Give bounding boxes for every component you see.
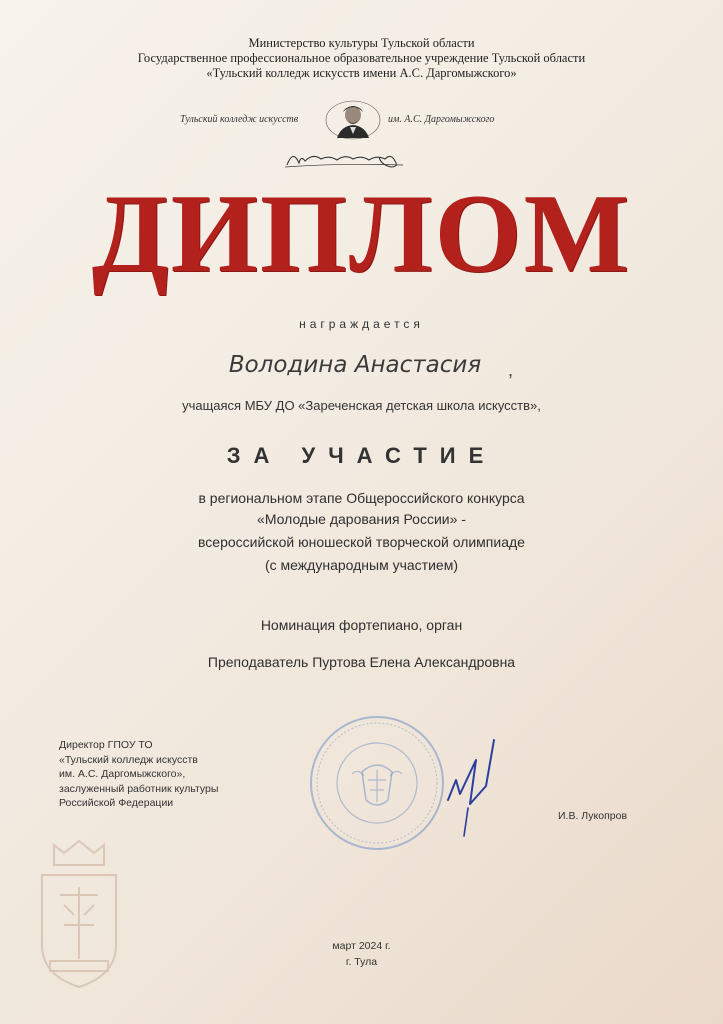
director-line-2: «Тульский колледж искусств — [59, 753, 198, 766]
director-line-3: им. А.С. Даргомыжского», — [59, 768, 186, 780]
recipient-comma: , — [508, 360, 514, 380]
description-line-2: «Молодые дарования России» - — [257, 511, 466, 527]
director-line-1: Директор ГПОУ ТО — [59, 739, 153, 751]
director-block — [59, 738, 269, 811]
dargomyzhsky-signature-logo — [283, 145, 408, 171]
recipient-name: Володина Анастасия — [228, 352, 482, 378]
issue-city: г. Тула — [345, 956, 378, 968]
portrait-icon — [325, 100, 381, 140]
awarded-label: награждается — [299, 317, 424, 331]
participation-heading: ЗА УЧАСТИЕ — [226, 443, 497, 468]
director-line-5: Российской Федерации — [59, 797, 174, 809]
description-line-1: в региональном этапе Общероссийского конкурса — [198, 490, 525, 506]
emblem-left-script: Тульский колледж искусств — [180, 114, 299, 125]
college-emblem — [0, 100, 723, 140]
issue-date: март 2024 г. — [332, 940, 391, 952]
emblem-right-script: им. А.С. Даргомыжского — [388, 114, 495, 125]
diploma-title: ДИПЛОМ — [91, 172, 632, 296]
official-stamp-icon — [308, 714, 446, 852]
student-school: учащаяся МБУ ДО «Зареченская детская школа искусств», — [182, 398, 541, 413]
teacher-text: Преподаватель Пуртова Елена Александровна — [207, 654, 516, 670]
director-line-4: заслуженный работник культуры — [59, 782, 219, 795]
description-line-4: (с международным участием) — [265, 557, 458, 573]
description-line-3: всероссийской юношеской творческой олимпиаде — [198, 534, 525, 550]
institution-name: Государственное профессиональное образовательное учреждение Тульской области — [137, 51, 586, 65]
nomination-text: Номинация фортепиано, орган — [260, 617, 463, 633]
director-signature-icon — [440, 738, 500, 838]
tula-crest-watermark-icon — [24, 835, 134, 995]
college-name: «Тульский колледж искусств имени А.С. Даргомыжского» — [206, 66, 517, 80]
director-name: И.В. Лукопров — [558, 810, 628, 822]
ministry-name: Министерство культуры Тульской области — [248, 36, 475, 50]
